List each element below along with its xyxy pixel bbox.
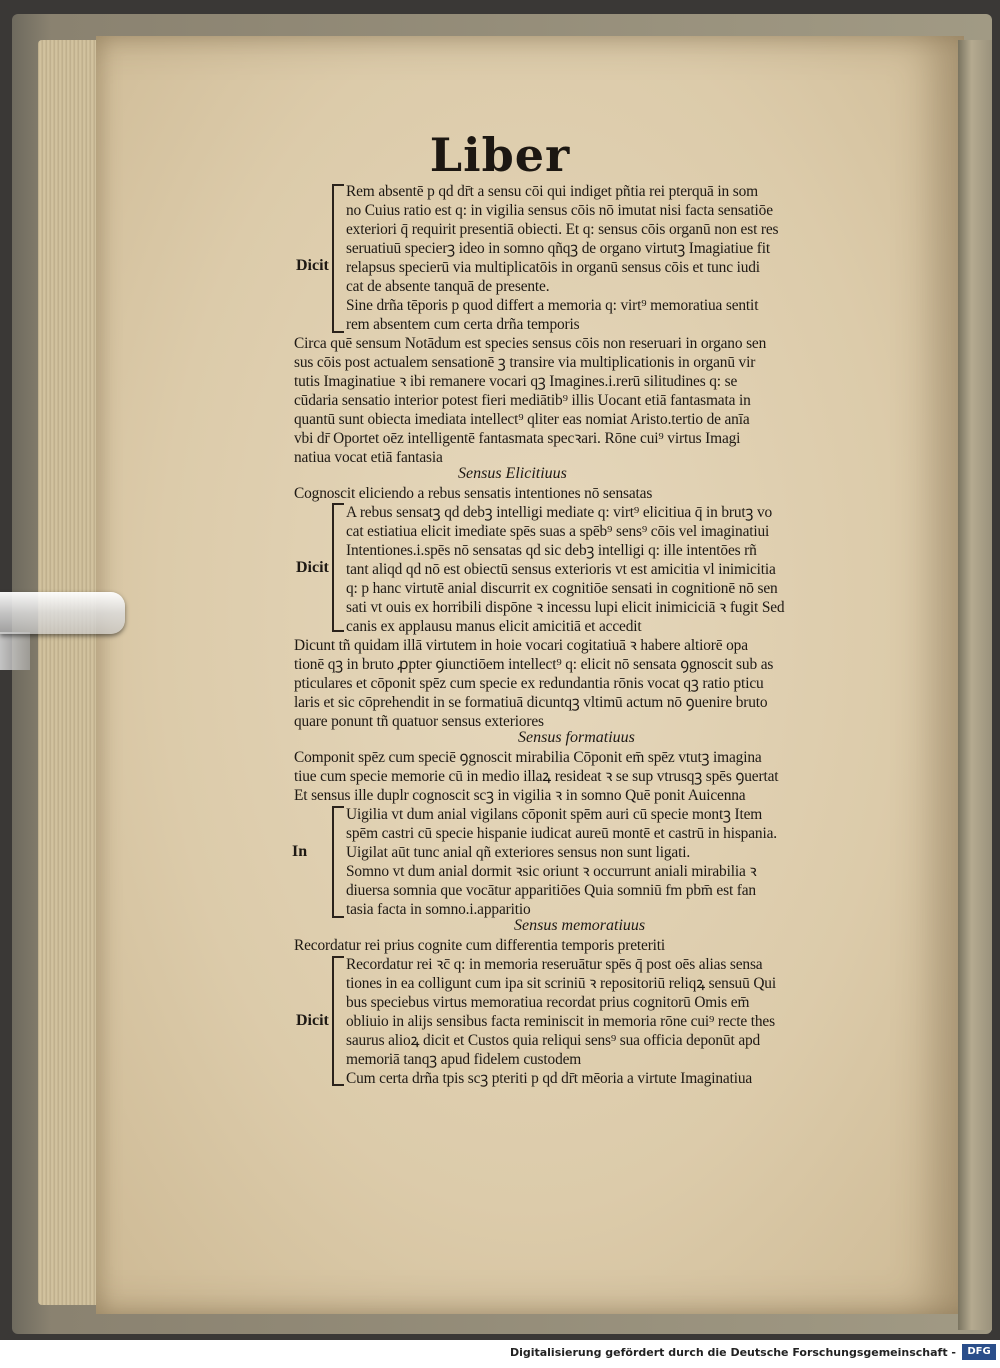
section-heading-formatiuus: Sensus formatiuus (518, 729, 635, 746)
text-line: exteriori q̄ requirit presentiā obiecti. Et q: sensus cōis organū non est res (346, 221, 779, 238)
section-lead-elicitiuus: Cognoscit eliciendo a rebus sensatis intentiones nō sensatas (294, 485, 653, 502)
text-line: cat de absente tanquā de presente. (346, 278, 550, 295)
text-line: cat estiatiua elicit imediate spēs suas a spēb⁹ sens⁹ cōis vel imaginatiui (346, 523, 770, 540)
text-line: Componit spēz cum speciē ꝯgnoscit mirabilia Cōponit em̄ spēz vtutꝫ imagina (294, 749, 762, 766)
dfg-logo: DFG (962, 1344, 996, 1360)
text-line: cūdaria sensatio interior potest fieri mediātib⁹ illis Uocant etiā fantasmata in (294, 392, 751, 409)
margin-label-block-3: In (292, 843, 308, 860)
text-line: Intentiones.i.spēs nō sensatas qd sic debꝫ intelligi q: ille intentōes rñ (346, 542, 757, 559)
margin-label-block-1: Dicit (296, 257, 329, 274)
section-heading-memoratiuus: Sensus memoratiuus (514, 917, 646, 934)
text-line: relapsus specierū via multiplicatōis in organū sensus cōis et tunc iudi (346, 259, 760, 276)
text-line: seruatiuū specierꝫ ideo in somno qñqꝫ de organo virtutꝫ Imagiatiue fit (346, 240, 770, 257)
text-line: bus speciebus virtus memoratiua recordat prius cognitorū Omis em̄ (346, 994, 750, 1011)
section-lead-memoratiuus: Recordatur rei prius cognite cum differentia temporis preteriti (294, 937, 666, 954)
text-line: sati vt ouis ex horribili dispōne ꝛ incessu lupi elicit inimiciciā ꝛ fugit Sed (346, 599, 785, 616)
brace-block-4 (332, 956, 344, 1086)
margin-label-block-4: Dicit (296, 1012, 329, 1029)
text-line: Circa quē sensum Notādum est species sensus cōis non reseruari in organo sen (294, 335, 767, 352)
glass-holder-rod (0, 632, 30, 670)
text-line: no Cuius ratio est q: in vigilia sensus cōis nō imutat nisi facta sensatiōe (346, 202, 773, 219)
text-line: Rem absentē p qd dr̄t a sensu cōi qui indiget pñtia rei pterquā in som (346, 183, 758, 200)
text-line: tasia facta in somno.i.apparitio (346, 901, 531, 918)
footer-bar (0, 1340, 1000, 1368)
text-line: canis ex applausu manus elicit amicitiā et accedit (346, 618, 642, 635)
text-line: diuersa somnia que vocātur apparitiōes Quia somniū fm pbm̄ est fan (346, 882, 756, 899)
brace-block-2 (332, 503, 344, 632)
text-line: quantū sunt obiecta imediata intellect⁹ qliter eas nomiat Aristo.tertio de anīa (294, 411, 750, 428)
footer-credit-text: Digitalisierung gefördert durch die Deutsche Forschungsgemeinschaft - (509, 1346, 956, 1359)
text-line: obliuio in alijs sensibus facta reminiscit in memoria rōne cui⁹ recte thes (346, 1013, 775, 1030)
page-edges (38, 40, 102, 1305)
margin-label-block-2: Dicit (296, 559, 329, 576)
book-gutter (958, 40, 992, 1330)
text-line: Uigilat aūt tunc anial qñ exteriores sensus non sunt ligati. (346, 844, 691, 861)
text-line: Recordatur rei ꝛc̄ q: in memoria reseruātur spēs q̄ post oēs alias sensa (346, 956, 763, 973)
text-line: Cum certa drña tpis scꝫ pteriti p qd dr̄t mēoria a virtute Imaginatiua (346, 1070, 753, 1087)
text-line: laris et sic cōprehendit in se formatiuā dicuntqꝫ vltimū actum nō ꝯuenire bruto (294, 694, 768, 711)
text-line: sus cōis post actualem sensationē ꝫ transire via multiplicationis in organū vir (294, 354, 756, 371)
page-heading: Liber (429, 128, 571, 182)
text-line: A rebus sensatꝫ qd debꝫ intelligi mediate q: virt⁹ elicitiua q̄ in brutꝫ vo (346, 504, 773, 521)
brace-block-3 (332, 806, 344, 918)
brace-block-1 (332, 184, 344, 333)
text-line: tutis Imaginatiue ꝛ ibi remanere vocari qꝫ Imagines.i.rerū silitudines q: se (294, 373, 738, 390)
text-line: q: p hanc virtutē anial discurrit ex cognitiōe sensati in cognitionē nō sen (346, 580, 778, 597)
text-line: spēm castri cū specie hispanie iudicat aureū montē et castrū in hispania. (346, 825, 777, 842)
text-line: tant aliqd qd nō est obiectū sensus exterioris vt est amicitia vl inimicitia (346, 561, 776, 578)
text-line: Somno vt dum anial dormit ꝛsic oriunt ꝛ occurrunt aniali mirabilia ꝛ (346, 863, 757, 880)
text-line: Et sensus ille duplr cognoscit scꝫ in vigilia ꝛ in somno Quē ponit Auicenna (294, 787, 746, 804)
text-line: memoriā tanqꝫ apud fidelem custodem (346, 1051, 582, 1068)
text-line: saurus alioꝝ dicit et Custos quia reliqui sens⁹ sua officia deponūt apd (346, 1032, 761, 1049)
text-line: quare ponunt tñ quatuor sensus exteriores (294, 713, 544, 730)
text-line: tiones in ea colligunt cum ipa sit scriniū ꝛ repositoriū reliqꝝ sensuū Qui (346, 975, 776, 992)
text-line: Dicunt tñ quidam illā virtutem in hoie vocari cogitatiuā ꝛ habere altiorē opa (294, 637, 748, 654)
text-line: rem absentem cum certa drña temporis (346, 316, 580, 333)
text-line: Uigilia vt dum anial vigilans cōponit spēm auri cū specie montꝫ Item (346, 806, 763, 823)
text-line: vbi dr̄ Oportet oēz intelligentē fantasmata specꝛari. Rōne cui⁹ virtus Imagi (294, 430, 741, 447)
section-heading-elicitiuus: Sensus Elicitiuus (458, 465, 567, 482)
text-line: Sine drña tēporis p quod differt a memoria q: virt⁹ memoratiua sentit (346, 297, 759, 314)
text-line: natiua vocat etiā fantasia (294, 449, 443, 466)
text-line: pticulares et cōponit spēz cum specie ex redundantia rōnis vocat qꝫ ratio pticu (294, 675, 764, 692)
glass-holder-bar (0, 592, 125, 634)
text-line: tiue cum specie memorie cū in medio illaꝝ resideat ꝛ se sup vtrusqꝫ spēs ꝯuertat (294, 768, 779, 785)
text-line: tionē qꝫ in bruto ꝓpter ꝯiunctiōem intellect⁹ q: elicit nō sensata ꝯgnoscit sub as (294, 656, 774, 673)
